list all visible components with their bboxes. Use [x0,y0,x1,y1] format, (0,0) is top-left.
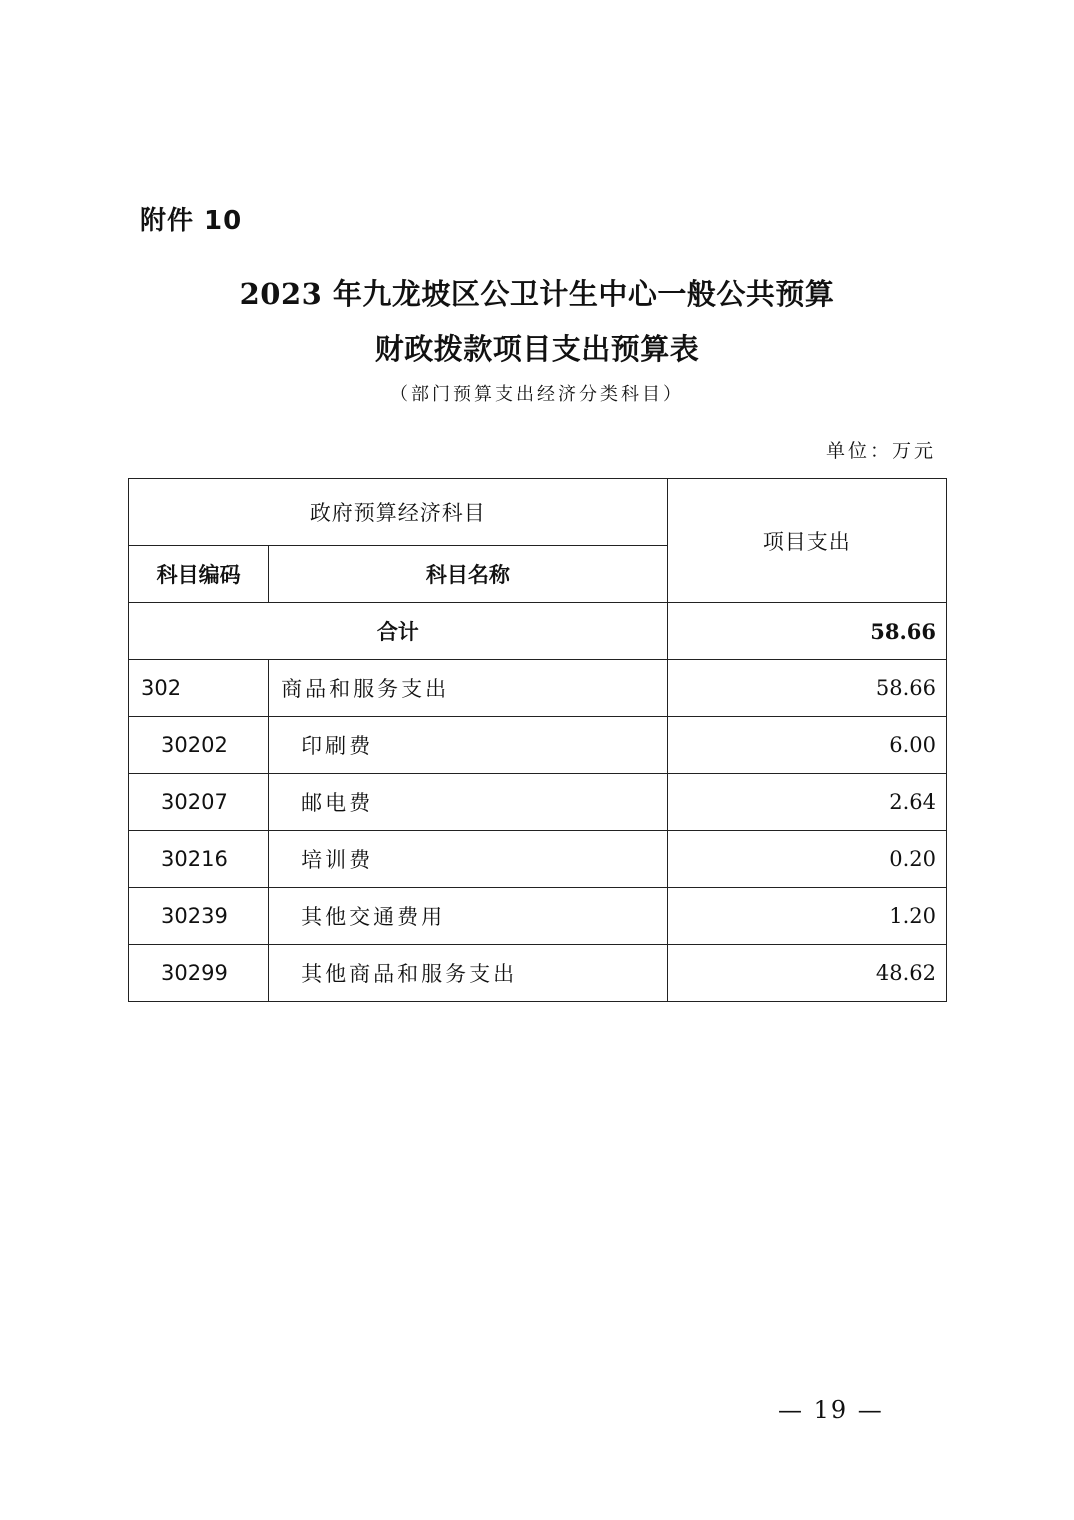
row-amount: 2.64 [667,774,946,831]
table-row [129,831,947,888]
document-title-line-1: 2023 年九龙坡区公卫计生中心一般公共预算 [239,277,835,311]
row-name: 印刷费 [269,717,667,774]
row-amount: 0.20 [667,831,946,888]
attachment-label: 附件 10 [140,206,243,236]
table-row [129,774,947,831]
page-number: — 19 — [778,1396,884,1424]
document-title-line-2: 财政拨款项目支出预算表 [374,332,700,366]
row-name: 邮电费 [269,774,667,831]
table-row [129,945,947,1002]
header-name: 科目名称 [269,546,667,603]
row-amount: 48.62 [667,945,946,1002]
table-header-row-1 [129,479,947,546]
total-row [129,603,947,660]
unit-label: 单位：万元 [825,440,936,462]
row-name: 其他交通费用 [269,888,667,945]
document-subtitle: （部门预算支出经济分类科目） [390,384,684,405]
row-amount: 58.66 [667,660,946,717]
row-code: 302 [129,660,269,717]
header-group: 政府预算经济科目 [129,479,668,546]
row-amount: 6.00 [667,717,946,774]
total-amount: 58.66 [667,603,946,660]
total-label: 合计 [129,603,668,660]
row-name: 商品和服务支出 [269,660,667,717]
table-row [129,888,947,945]
row-code: 30207 [129,774,269,831]
header-amount: 项目支出 [667,479,946,603]
row-code: 30216 [129,831,269,888]
budget-table [128,478,947,1002]
header-code: 科目编码 [129,546,269,603]
table-row [129,717,947,774]
table-row [129,660,947,717]
row-code: 30239 [129,888,269,945]
row-code: 30202 [129,717,269,774]
row-name: 其他商品和服务支出 [269,945,667,1002]
row-name: 培训费 [269,831,667,888]
row-code: 30299 [129,945,269,1002]
row-amount: 1.20 [667,888,946,945]
